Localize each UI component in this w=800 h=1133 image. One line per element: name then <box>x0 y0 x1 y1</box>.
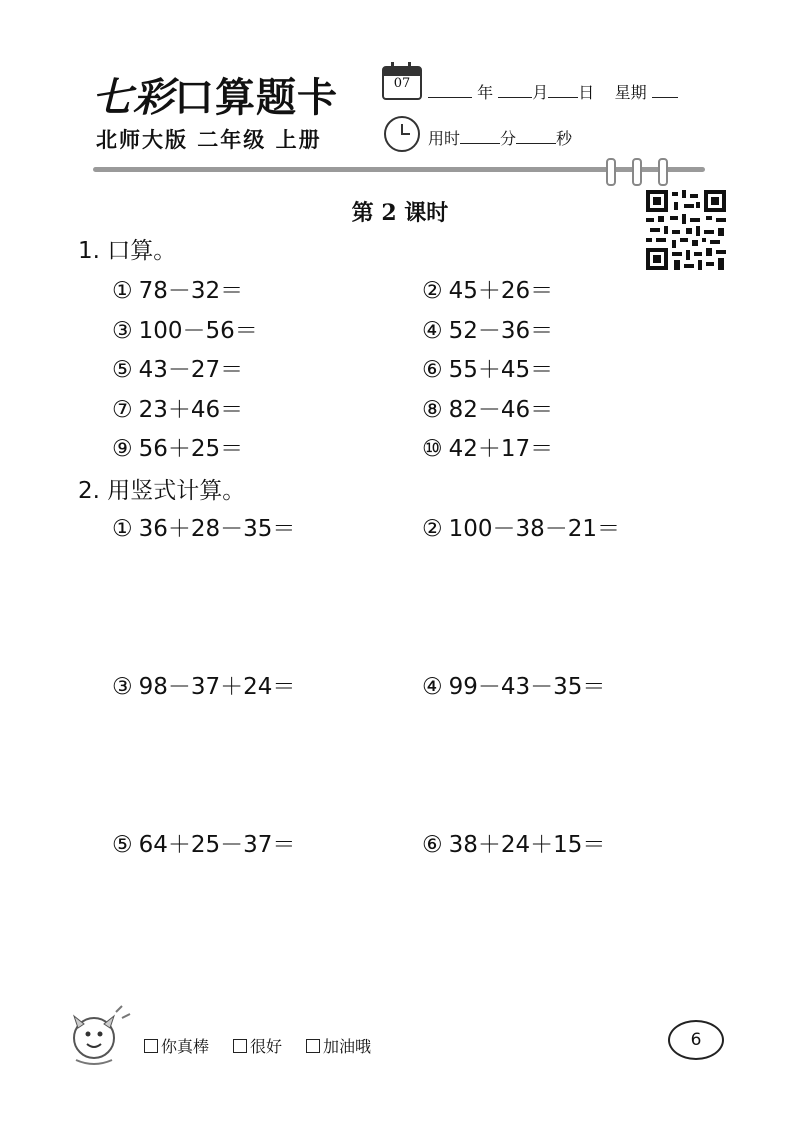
mental-math-item: ② 45＋26＝ <box>422 278 554 304</box>
time-sec-label: 秒 <box>556 129 573 148</box>
rating-option[interactable]: 加油哦 <box>306 1034 371 1057</box>
mental-math-item: ⑥ 55＋45＝ <box>422 357 554 383</box>
mental-math-item: ① 78－32＝ <box>112 278 244 304</box>
vertical-calc-item: ⑤ 64＋25－37＝ <box>112 832 296 858</box>
section1-heading: 1. 口算。 <box>78 238 177 264</box>
calendar-icon <box>382 66 422 100</box>
binder-ring-icon <box>632 158 642 186</box>
date-day-label: 日 <box>578 83 595 102</box>
clock-icon <box>384 116 420 152</box>
vertical-calc-item: ② 100－38－21＝ <box>422 516 621 542</box>
binder-ring-icon <box>606 158 616 186</box>
edition-label: 北师大版 二年级 上册 <box>96 128 322 152</box>
brand-lead: 七彩 <box>92 75 174 121</box>
checkbox-icon[interactable] <box>233 1039 247 1053</box>
checkbox-icon[interactable] <box>306 1039 320 1053</box>
brand-rest: 口算题卡 <box>174 75 338 121</box>
vertical-calc-item: ① 36＋28－35＝ <box>112 516 296 542</box>
rating-option[interactable]: 你真棒 <box>144 1034 209 1057</box>
page-number: 6 <box>668 1020 724 1060</box>
time-min-label: 分 <box>500 129 517 148</box>
mental-math-item: ③ 100－56＝ <box>112 318 258 344</box>
mental-math-item: ⑩ 42＋17＝ <box>422 436 554 462</box>
lesson-title: 第 2 课时 <box>351 200 449 226</box>
rating-option[interactable]: 很好 <box>233 1034 282 1057</box>
qr-code-icon[interactable] <box>646 190 726 270</box>
mascot-icon <box>64 1002 136 1074</box>
mental-math-item: ④ 52－36＝ <box>422 318 554 344</box>
date-weekday-label: 星期 <box>614 83 647 102</box>
vertical-calc-item: ④ 99－43－35＝ <box>422 674 606 700</box>
mental-math-item: ⑤ 43－27＝ <box>112 357 244 383</box>
mental-math-item: ⑧ 82－46＝ <box>422 397 554 423</box>
time-label: 用时 <box>428 129 461 148</box>
section2-heading: 2. 用竖式计算。 <box>78 478 246 504</box>
date-year-label: 年 <box>477 83 494 102</box>
vertical-calc-item: ⑥ 38＋24＋15＝ <box>422 832 606 858</box>
mental-math-item: ⑨ 56＋25＝ <box>112 436 244 462</box>
calendar-number: 07 <box>393 76 411 91</box>
brand-title <box>92 66 338 123</box>
date-line <box>428 80 678 103</box>
binder-ring-icon <box>658 158 668 186</box>
mental-math-item: ⑦ 23＋46＝ <box>112 397 244 423</box>
checkbox-icon[interactable] <box>144 1039 158 1053</box>
time-line <box>428 126 572 149</box>
vertical-calc-item: ③ 98－37＋24＝ <box>112 674 296 700</box>
date-month-label: 月 <box>532 83 549 102</box>
